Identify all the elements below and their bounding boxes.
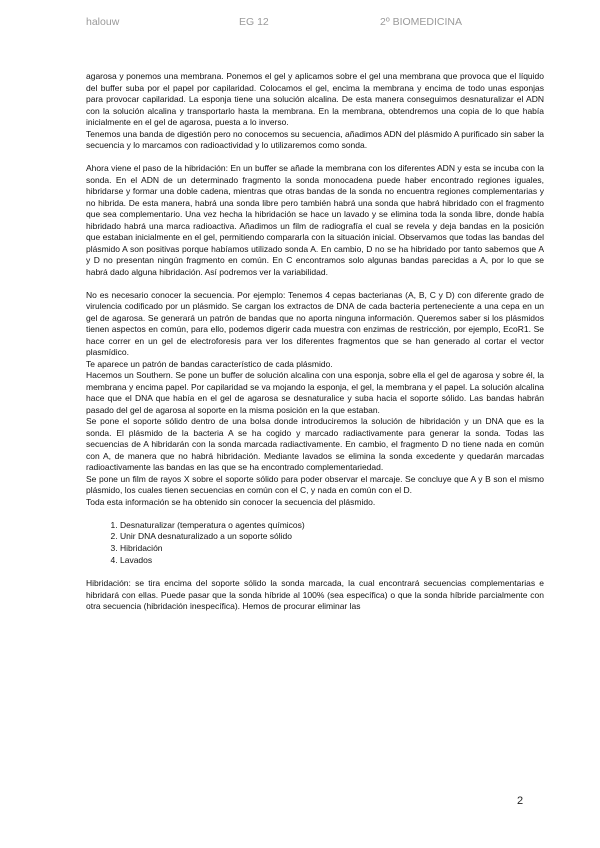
paragraph-band-pattern: Te aparece un patrón de bandas característico de cada plásmido. [86, 358, 333, 369]
page-header [0, 16, 600, 30]
paragraph-hybridization-definition: Hibridación: se tira encima del soporte sólido la sonda marcada, la cual encontrará secuencias complementarias e hibridará con ellas. Puede pasar que la sonda híbride al 100% (sea específica) o que la sonda híbride parcialmente con otra secuencia (hibridación inespecífica). Hemos de procurar eliminar las [86, 578, 544, 612]
list-item: 4. Lavados [120, 555, 544, 567]
paragraph-hybridization: Ahora viene el paso de la hibridación: En un buffer se añade la membrana con los diferentes ADN y esta se incuba con la sonda. En el ADN de un determinado fragmento la sonda monocadena puede haber encontrado regiones iguales, hibridarse y formar una doble cadena, mientras que otras bandas de la sonda no encuentra regiones complementarias y no hibrida. De esta manera, habrá una sonda libre pero también habrá una sonda que habrá hibridado con el fragmento que sea complementario. Una vez hecha la hibridación se hace un lavado y se elimina toda la sonda libre, donde había hibridado habrá una marca radioactiva. Añadimos un film de radiografía el cual se revela y deja bandas en la posición que estaban inicialmente en el gel, permitiendo compararla con la situación inicial. Observamos que todas las bandas del plásmido A son positivas porque habíamos utilizado sonda A. En cambio, D no se ha hibridado por tanto sabemos que A y D no presentan ningún fragmento en común. En C encontramos solo algunas bandas parecidas a A, por lo que se habrá dado alguna hibridación. Así podremos ver la variabilidad. [86, 163, 544, 277]
page-number: 2 [517, 795, 524, 807]
paragraph-example: No es necesario conocer la secuencia. Por ejemplo: Tenemos 4 cepas bacterianas (A, B, C y D) con diferente grado de virulencia codificado por un plásmido. Se cargan los extractos de DNA de cada bacteria perteneciente a una cepa en un gel de agarosa. Se generará un patrón de bandas que no aporta ninguna información. Queremos saber si los plásmidos tienen aspectos en común, para ello, podemos digerir cada muestra con enzimas de restricción, por ejemplo, EcoR1. Se hace correr en un gel de electroforesis para ver los diferentes fragmentos que se han generado al cortar el vector plasmídico. [86, 289, 544, 357]
steps-list [86, 520, 544, 567]
paragraph-conclusion: Toda esta información se ha obtenido sin conocer la secuencia del plásmido. [86, 496, 376, 507]
paragraph-hybridization-bag: Se pone el soporte sólido dentro de una bolsa donde introduciremos la solución de hibridación y un DNA que es la sonda. El plásmido de la bacteria A se ha cogido y marcado radiactivamente para generar la sonda. Todas las secuencias de A hibridarán con la sonda marcada radiactivamente. En cambio, el fragmento D no tiene nada en común con A, de manera que no habrá hibridación. Mediante lavados se elimina la sonda excedente y quedarán marcadas radioactivamente las bandas en las que se ha encontrado complementariedad. [86, 416, 544, 472]
paragraph-southern: Hacemos un Southern. Se pone un buffer de solución alcalina con una esponja, sobre ella el gel de agarosa y sobre él, la membrana y encima papel. Por capilaridad se va mojando la esponja, el gel, la membrana y el papel. La solución alcalina hace que el DNA que había en el gel de agarosa se desnaturalice y suba hacia el soporte sólido. Las bandas habrán pasado del gel de agarosa al soporte en la misma posición en la que estaban. [86, 370, 544, 415]
body-text [86, 71, 544, 613]
paragraph-southern-transfer: agarosa y ponemos una membrana. Ponemos el gel y aplicamos sobre el gel una membrana que provoca que el líquido del buffer suba por el papel por capilaridad. Colocamos el gel, encima la membrana y encima de todo unas esponjas para provocar capilaridad. La esponja tiene una solución alcalina. De esta manera conseguimos desnaturalizar el ADN con la solución alcalina y transportarlo hasta la membrana. En la membrana, obtendremos una copia de lo que había inicialmente en el gel de agarosa, puesta a lo inverso. [86, 71, 544, 127]
list-item: 3. Hibridación [120, 543, 544, 555]
paragraph-xray-film: Se pone un film de rayos X sobre el soporte sólido para poder observar el marcaje. Se concluye que A y B son el mismo plásmido, los cuales tienen secuencias en común con el C, y nada en común con el D. [86, 473, 544, 495]
header-author: halouw [86, 16, 120, 28]
header-course: 2º BIOMEDICINA [380, 16, 463, 28]
header-group: EG 12 [239, 16, 269, 28]
list-item: 1. Desnaturalizar (temperatura o agentes químicos) [120, 520, 544, 532]
list-item: 2. Unir DNA desnaturalizado a un soporte sólido [120, 531, 544, 543]
paragraph-probe: Tenemos una banda de digestión pero no conocemos su secuencia, añadimos ADN del plásmido A purificado sin saber la secuencia y lo marcamos con radioactividad y lo utilizaremos como sonda. [86, 128, 544, 150]
